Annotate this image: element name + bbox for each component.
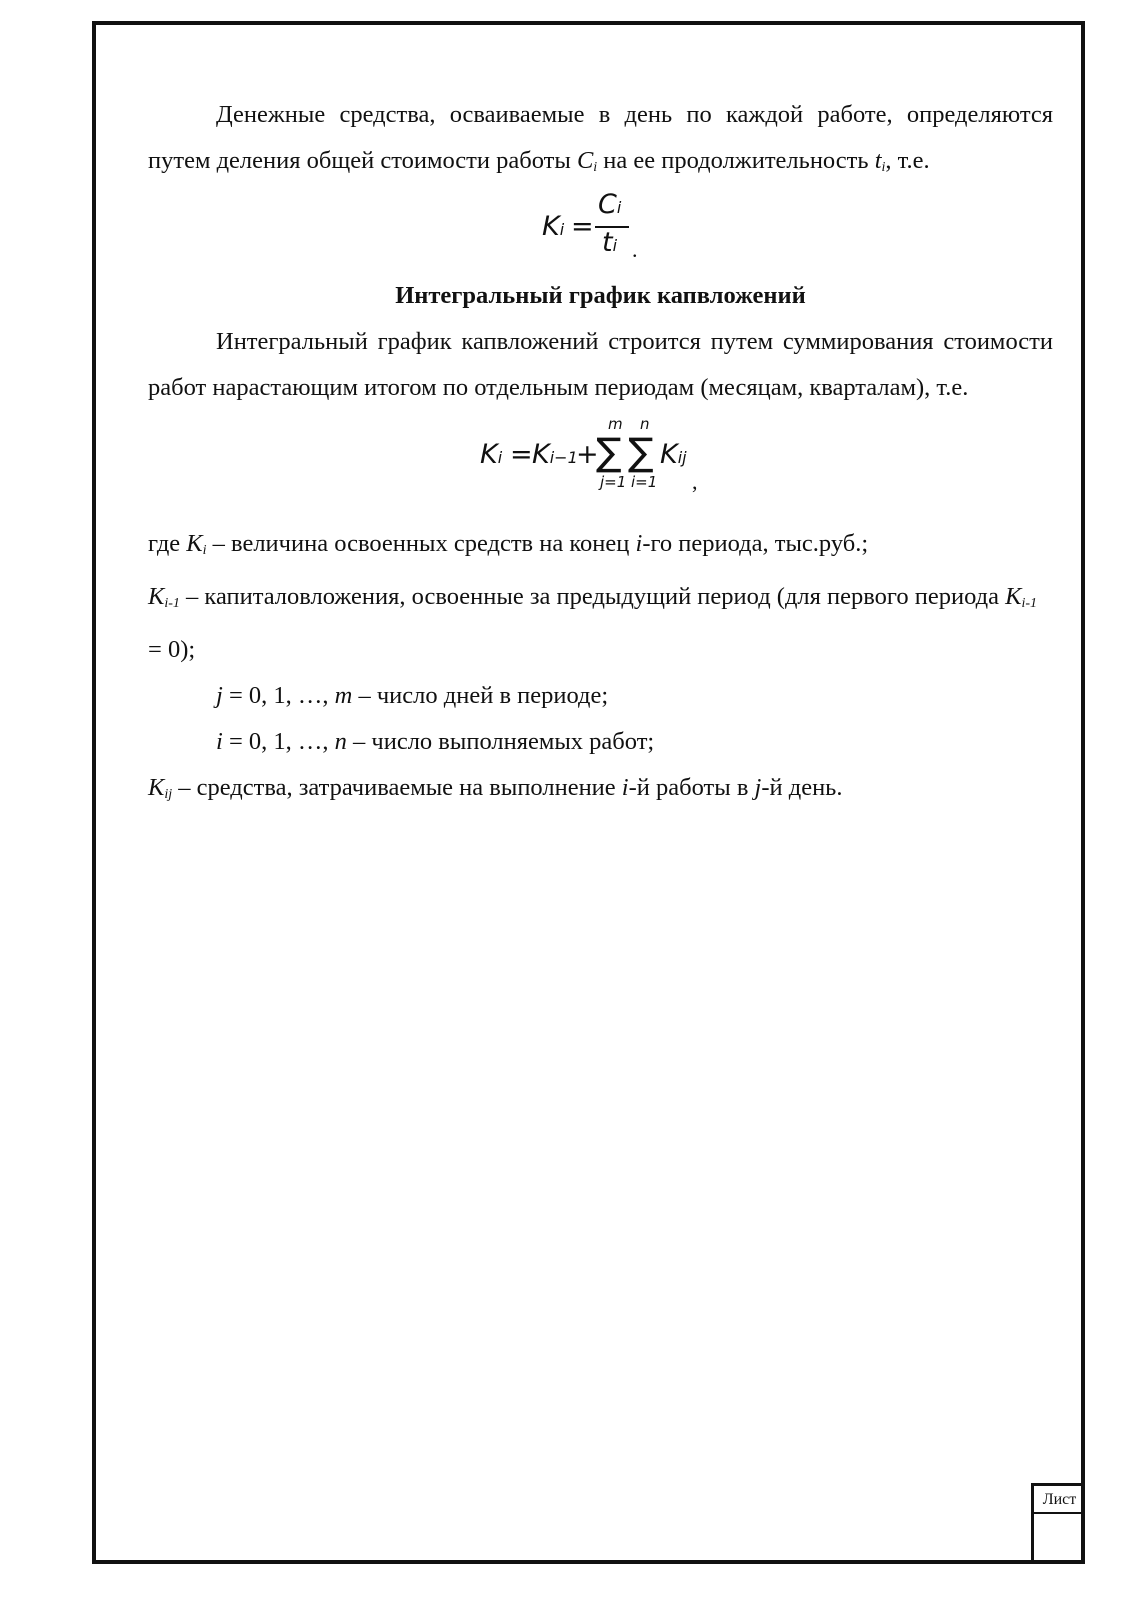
formula2-prev: Ki−1	[532, 439, 578, 470]
sum2-sigma: ∑	[628, 430, 654, 474]
definition-kij: $K_{ij}$ – средства, затрачиваемые на выполнение i-й работы в j-й день.	[148, 774, 843, 802]
formula-denominator: ti	[602, 227, 618, 258]
definition-i: i = 0, 1, …, n – число выполняемых работ;	[216, 728, 655, 755]
sum2-lower: i=1	[631, 473, 658, 491]
text: на ее продолжительность	[597, 147, 875, 174]
definition-j: j = 0, 1, …, m – число дней в периоде;	[216, 682, 609, 709]
var-t: $t_i$	[874, 147, 886, 175]
formula2-comma: ,	[692, 469, 698, 494]
formula2-plus: +	[576, 439, 599, 470]
formula2-equals: =	[510, 439, 533, 470]
formula-daily-funds	[148, 191, 1053, 273]
var-c: $C_i$	[576, 147, 598, 175]
text: Денежные средства, осваиваемые в день по каждой работе, определяются путем деления общей стоимости работы	[148, 101, 1053, 174]
formula-equals: =	[571, 211, 594, 242]
document-body	[148, 92, 1053, 818]
sum1-sigma: ∑	[596, 430, 622, 474]
formula-cumulative	[148, 411, 1053, 521]
paragraph-daily-funds	[148, 92, 1053, 191]
sheet-number-stamp	[1031, 1483, 1085, 1564]
section-heading: Интегральный график капвложений	[395, 282, 806, 309]
sum1-upper: m	[608, 415, 623, 433]
definition-ki: где $K_i$ – величина освоенных средств на конец i-го периода, тыс.руб.;	[148, 530, 869, 558]
paragraph-integral-chart: Интегральный график капвложений строится путем суммирования стоимости работ нарастающим итогом по отдельным периодам (месяцам, кварталам), т.е.	[148, 328, 1053, 401]
formula-period: .	[632, 237, 638, 262]
formula-numerator: Ci	[598, 189, 622, 220]
definition-ki-prev: $K_{i-1}$ – капиталовложения, освоенные за предыдущий период (для первого периода $K_{i-1} = 0$);	[148, 583, 1037, 663]
sum1-lower: j=1	[600, 473, 627, 491]
formula2-term: Kij	[660, 439, 687, 470]
text: , т.е.	[885, 147, 930, 174]
formula2-lhs: Ki	[480, 439, 503, 470]
sum2-upper: n	[640, 415, 650, 433]
sheet-label: Лист	[1034, 1486, 1085, 1514]
formula-lhs: Ki	[542, 211, 565, 242]
